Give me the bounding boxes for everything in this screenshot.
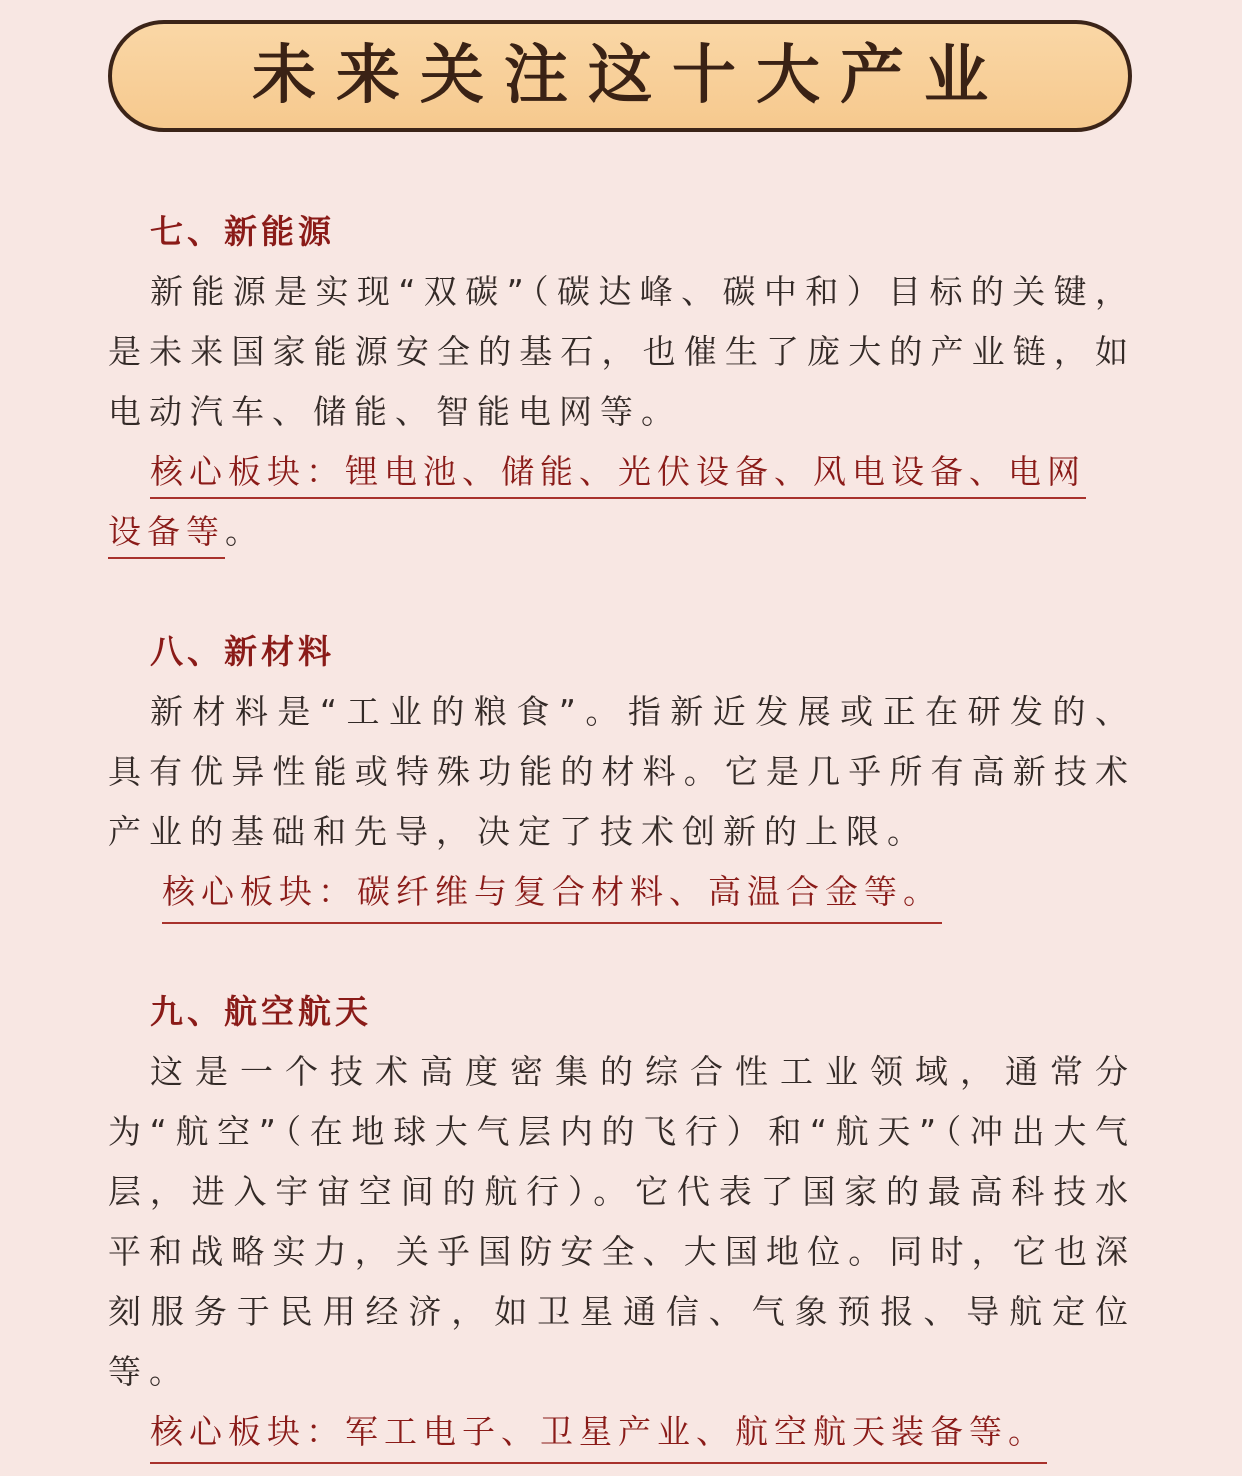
core-sectors: [108, 1402, 1136, 1464]
core-sectors-tail: 。: [225, 512, 264, 551]
core-sectors: [108, 442, 1136, 502]
section-heading: 九、航空航天: [150, 992, 372, 1031]
section-heading: 八、新材料: [150, 632, 335, 671]
section-body: 新材料是“工业的粮食”。指新近发展或正在研发的、具有优异性能或特殊功能的材料。它是几乎所有高新技术产业的基础和先导，决定了技术创新的上限。: [108, 692, 1136, 851]
core-sectors-line2: 设备等: [108, 512, 225, 559]
title-banner: [108, 20, 1132, 132]
section-new-energy: [108, 202, 1136, 562]
section-new-materials: [108, 622, 1136, 924]
core-sectors-text: 核心板块：碳纤维与复合材料、高温合金等。: [162, 866, 942, 924]
core-sectors-text: 核心板块：军工电子、卫星产业、航空航天装备等。: [150, 1406, 1047, 1464]
page-title: 未来关注这十大产业: [252, 39, 1008, 113]
core-sectors-cont: [108, 502, 1136, 562]
core-sectors-line1: 核心板块：锂电池、储能、光伏设备、风电设备、电网: [150, 452, 1086, 499]
section-aerospace: [108, 982, 1136, 1464]
section-heading: 七、新能源: [150, 212, 335, 251]
section-body: 新能源是实现“双碳”（碳达峰、碳中和）目标的关键，是未来国家能源安全的基石，也催生了庞大的产业链，如电动汽车、储能、智能电网等。: [108, 272, 1136, 431]
core-sectors: [108, 862, 1136, 924]
section-body: 这是一个技术高度密集的综合性工业领域，通常分为“航空”（在地球大气层内的飞行）和“航天”（冲出大气层，进入宇宙空间的航行）。它代表了国家的最高科技水平和战略实力，关乎国防安全、大国地位。同时，它也深刻服务于民用经济，如卫星通信、气象预报、导航定位等。: [108, 1052, 1136, 1391]
